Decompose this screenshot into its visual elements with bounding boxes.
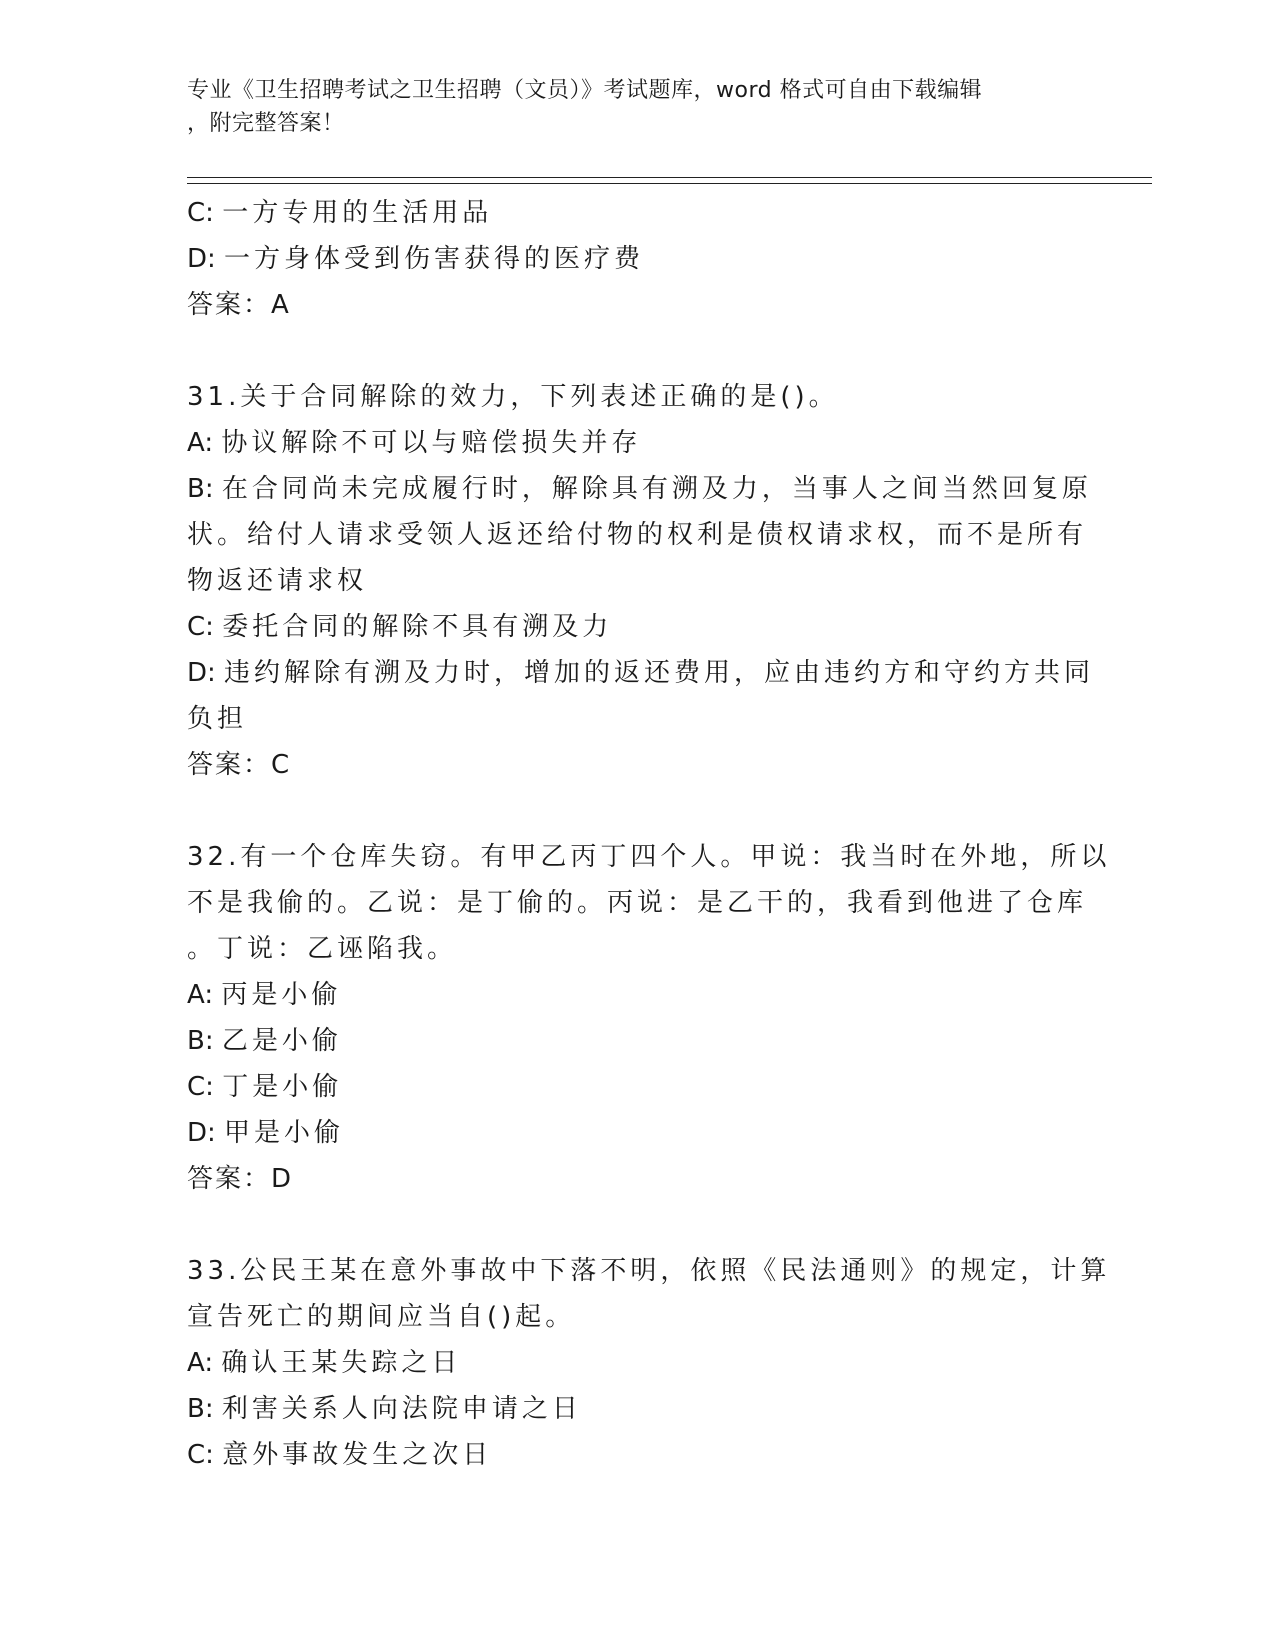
option-body: 意外事故发生之次日 [222, 1440, 493, 1470]
option-text [187, 466, 1092, 512]
option-body: 乙是小偷 [221, 1026, 342, 1056]
option-body: 一方身体受到伤害获得的医疗费 [224, 244, 645, 274]
answer-value: A [271, 290, 291, 320]
answer-label: 答案： [187, 750, 272, 780]
spacer [187, 328, 1087, 374]
option-text: 状。给付人请求受领人返还给付物的权利是债权请求权，而不是所有 [187, 520, 1088, 550]
option-key: C: [187, 198, 223, 228]
answer-value: D [271, 1164, 294, 1194]
option-body: 丁是小偷 [222, 1072, 343, 1102]
option-key: A: [187, 980, 222, 1010]
option-body: 违约解除有溯及力时，增加的返还费用，应由违约方和守约方共同 [224, 658, 1095, 688]
header-divider [187, 177, 1152, 178]
answer-label: 答案： [187, 1164, 272, 1194]
option-text: 物返还请求权 [187, 566, 368, 596]
option-body: 委托合同的解除不具有溯及力 [222, 612, 613, 642]
option-text [187, 1386, 1087, 1432]
option-key: A: [187, 428, 222, 458]
option-key: B: [187, 1026, 222, 1056]
option-text [187, 1018, 1087, 1064]
option-key: A: [187, 1348, 222, 1378]
option-text [187, 604, 1087, 650]
question-text: 33.公民王某在意外事故中下落不明，依照《民法通则》的规定，计算 [187, 1256, 1111, 1286]
option-key: D: [187, 1118, 225, 1148]
option-text [187, 1110, 1087, 1156]
spacer [187, 788, 1087, 834]
question-text: 31.关于合同解除的效力，下列表述正确的是()。 [187, 382, 839, 412]
option-text [187, 420, 1087, 466]
option-text [187, 650, 1095, 696]
question-text: 。丁说：乙诬陷我。 [187, 934, 458, 964]
header-divider [187, 183, 1152, 184]
option-body: 确认王某失踪之日 [221, 1348, 462, 1378]
question-text: 32.有一个仓库失窃。有甲乙丙丁四个人。甲说：我当时在外地，所以 [187, 842, 1111, 872]
option-key: C: [187, 1440, 223, 1470]
option-key: C: [187, 612, 223, 642]
option-body: 一方专用的生活用品 [222, 198, 493, 228]
option-text [187, 1064, 1087, 1110]
option-key: D: [187, 244, 225, 274]
spacer [187, 1202, 1087, 1248]
answer-line [187, 282, 1087, 328]
header-line: ，附完整答案！ [187, 111, 345, 136]
option-text [187, 1432, 1087, 1478]
question-text: 宣告死亡的期间应当自()起。 [187, 1302, 576, 1332]
question-list [187, 190, 1111, 1478]
answer-label: 答案： [187, 290, 272, 320]
answer-line [187, 742, 1087, 788]
option-body: 协议解除不可以与赔偿损失并存 [221, 428, 642, 458]
option-body: 在合同尚未完成履行时，解除具有溯及力，当事人之间当然回复原 [221, 474, 1092, 504]
option-key: B: [187, 474, 222, 504]
option-body: 丙是小偷 [221, 980, 342, 1010]
document-header [187, 74, 1067, 140]
question-text: 不是我偷的。乙说：是丁偷的。丙说：是乙干的，我看到他进了仓库 [187, 888, 1088, 918]
option-text [187, 1340, 1087, 1386]
option-text [187, 236, 1087, 282]
option-body: 甲是小偷 [224, 1118, 345, 1148]
answer-value: C [271, 750, 292, 780]
option-text [187, 972, 1087, 1018]
option-key: C: [187, 1072, 223, 1102]
option-text [187, 190, 1087, 236]
option-body: 利害关系人向法院申请之日 [221, 1394, 582, 1424]
answer-line [187, 1156, 1087, 1202]
header-line: 专业《卫生招聘考试之卫生招聘（文员）》考试题库，word 格式可自由下载编辑 [187, 78, 983, 103]
option-key: B: [187, 1394, 222, 1424]
option-text: 负担 [187, 704, 248, 734]
option-key: D: [187, 658, 225, 688]
